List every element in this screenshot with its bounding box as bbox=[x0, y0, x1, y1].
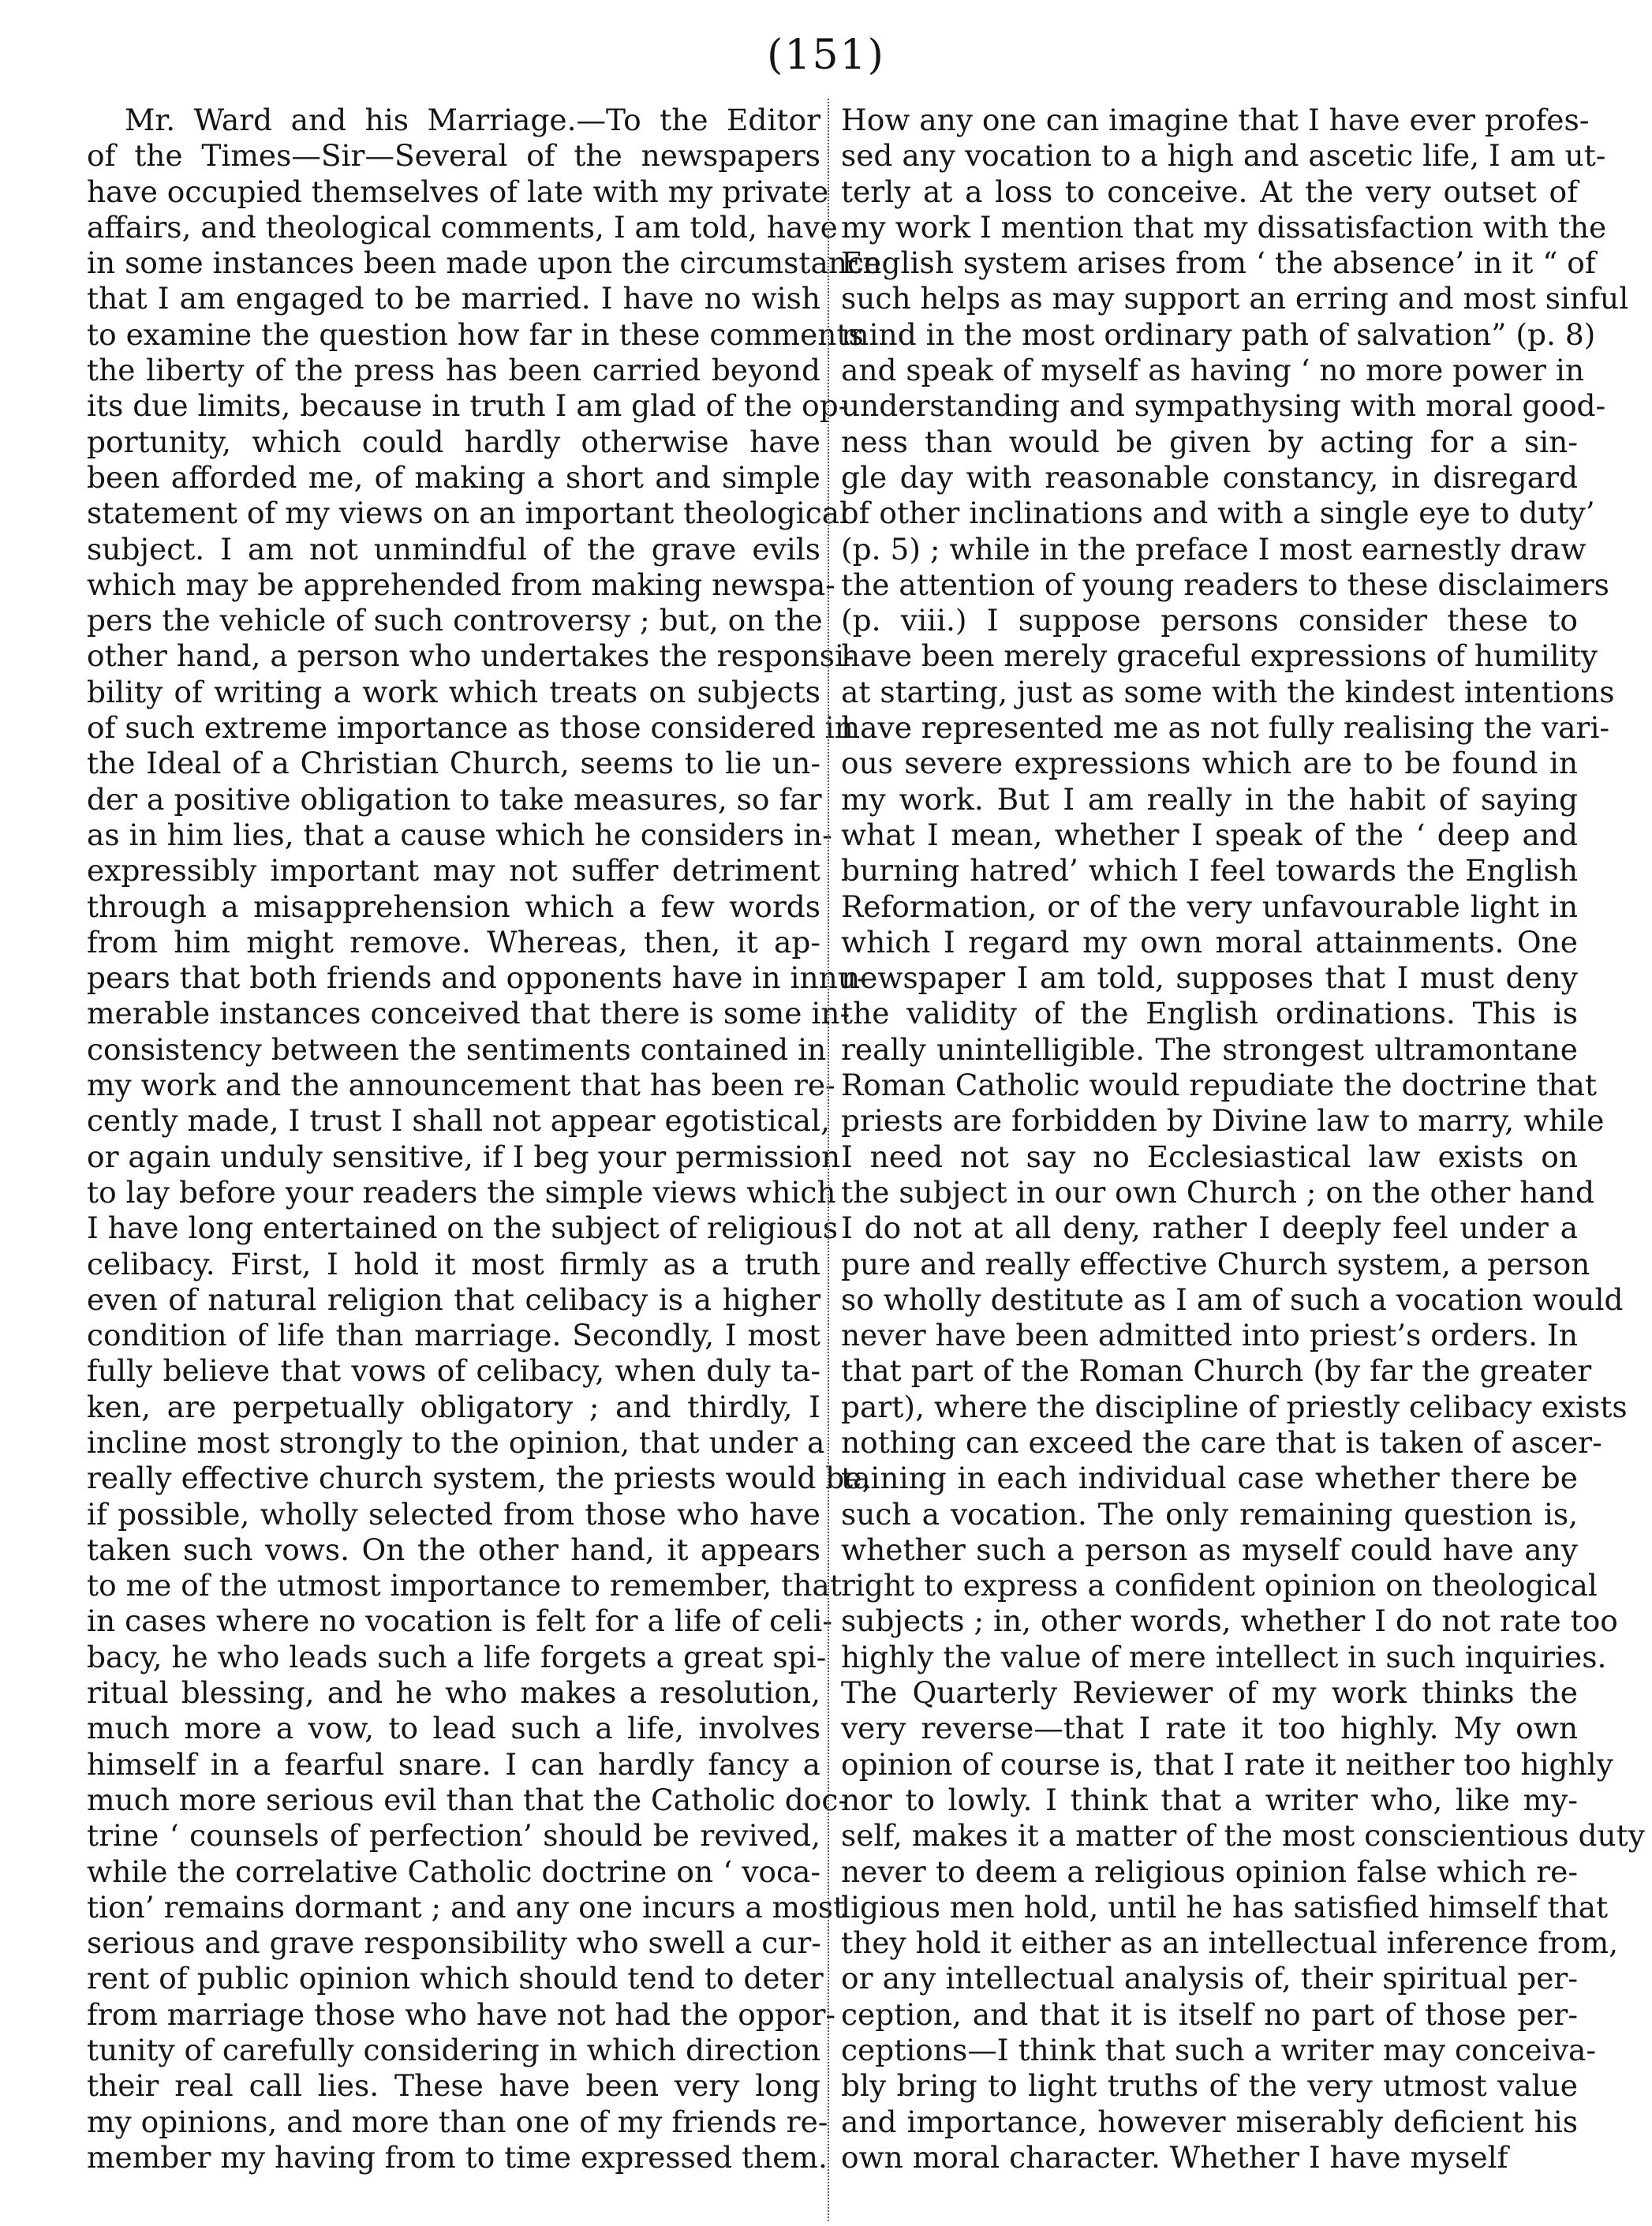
text-line: highly the value of mere intellect in such inquiries. bbox=[841, 1639, 1607, 1674]
text-line: (p. viii.) I suppose persons consider these to bbox=[841, 603, 1578, 638]
text-line: have been merely graceful expressions of humility bbox=[841, 638, 1598, 674]
text-line: How any one can imagine that I have ever profes- bbox=[841, 103, 1590, 137]
text-line: expressibly important may not suffer detriment bbox=[87, 853, 820, 889]
text-line: newspaper I am told, supposes that I must deny bbox=[841, 960, 1578, 996]
text-line: or any intellectual analysis of, their spiritual per- bbox=[841, 1961, 1578, 1996]
text-line: to examine the question how far in these comments bbox=[87, 316, 864, 352]
text-line: and importance, however miserably deficient his bbox=[841, 2104, 1578, 2139]
text-line: celibacy. First, I hold it most firmly as a truth bbox=[87, 1246, 820, 1281]
text-line: very reverse—that I rate it too highly. My own bbox=[841, 1711, 1578, 1746]
text-line: cently made, I trust I shall not appear egotistical, bbox=[87, 1103, 830, 1139]
text-line: my work and the announcement that has been re- bbox=[87, 1068, 835, 1103]
text-line: whether such a person as myself could have any bbox=[841, 1532, 1578, 1567]
text-line: the Ideal of a Christian Church, seems to lie un- bbox=[87, 746, 820, 781]
text-line: member my having from to time expressed them. bbox=[87, 2139, 828, 2175]
text-line: ception, and that it is itself no part of those per- bbox=[841, 1996, 1578, 2032]
text-line: The Quarterly Reviewer of my work thinks the bbox=[841, 1675, 1578, 1711]
text-line: much more serious evil than that the Catholic doc- bbox=[87, 1782, 849, 1817]
text-line: even of natural religion that celibacy is a higher bbox=[87, 1281, 820, 1317]
text-line: the validity of the English ordinations. This is bbox=[841, 996, 1578, 1031]
text-line: condition of life than marriage. Secondly, I most bbox=[87, 1318, 820, 1353]
text-line: my opinions, and more than one of my friends re- bbox=[87, 2104, 828, 2139]
text-line: own moral character. Whether I have myself bbox=[841, 2139, 1508, 2175]
text-line: the liberty of the press has been carried beyond bbox=[87, 353, 820, 388]
page-number: (151) bbox=[767, 32, 885, 79]
text-line: merable instances conceived that there is some in- bbox=[87, 996, 850, 1031]
text-line: tion’ remains dormant ; and any one incurs a most bbox=[87, 1889, 846, 1925]
text-line: ceptions—I think that such a writer may conceiva- bbox=[841, 2033, 1597, 2068]
text-line: part), where the discipline of priestly celibacy exists bbox=[841, 1389, 1628, 1424]
text-line: never have been admitted into priest’s orders. In bbox=[841, 1318, 1578, 1353]
text-line: have represented me as not fully realising the vari- bbox=[841, 710, 1610, 746]
text-line: rent of public opinion which should tend to deter bbox=[87, 1961, 824, 1996]
text-line: taining in each individual case whether there be bbox=[841, 1461, 1578, 1496]
text-line: other hand, a person who undertakes the responsi- bbox=[87, 638, 854, 674]
text-line: of the Times—Sir—Several of the newspapers bbox=[87, 138, 820, 174]
text-line: bly bring to light truths of the very utmost value bbox=[841, 2068, 1578, 2104]
text-line: its due limits, because in truth I am glad of the op- bbox=[87, 388, 849, 424]
text-line: affairs, and theological comments, I am told, have bbox=[87, 209, 838, 245]
text-line: pers the vehicle of such controversy ; but, on the bbox=[87, 603, 823, 638]
text-line: their real call lies. These have been very long bbox=[87, 2068, 820, 2104]
text-line: sed any vocation to a high and ascetic life, I am ut- bbox=[841, 138, 1606, 174]
text-line: while the correlative Catholic doctrine on ‘ voca- bbox=[87, 1854, 820, 1889]
text-line: nothing can exceed the care that is taken of ascer- bbox=[841, 1424, 1602, 1460]
text-line: ligious men hold, until he has satisfied himself that bbox=[841, 1889, 1609, 1925]
text-line: they hold it either as an intellectual inference from, bbox=[841, 1925, 1619, 1961]
text-line: serious and grave responsibility who swell a cur- bbox=[87, 1925, 821, 1961]
text-line: from marriage those who have not had the oppor- bbox=[87, 1996, 836, 2032]
text-line: taken such vows. On the other hand, it appears bbox=[87, 1532, 820, 1567]
text-line: consistency between the sentiments contained in bbox=[87, 1031, 827, 1067]
text-line: terly at a loss to conceive. At the very outset of bbox=[841, 174, 1578, 209]
text-line: been afforded me, of making a short and simple bbox=[87, 459, 820, 495]
text-line: never to deem a religious opinion false which re- bbox=[841, 1854, 1578, 1889]
text-line: portunity, which could hardly otherwise have bbox=[87, 424, 820, 459]
text-line: Reformation, or of the very unfavourable light in bbox=[841, 889, 1578, 924]
left-column bbox=[87, 103, 882, 2175]
text-line: from him might remove. Whereas, then, it ap- bbox=[87, 924, 820, 960]
text-line: self, makes it a matter of the most conscientious duty bbox=[841, 1818, 1645, 1854]
text-line: I need not say no Ecclesiastical law exists on bbox=[841, 1139, 1578, 1174]
text-line: priests are forbidden by Divine law to marry, while bbox=[841, 1103, 1605, 1139]
text-line: Roman Catholic would repudiate the doctrine that bbox=[841, 1068, 1597, 1103]
text-line: so wholly destitute as I am of such a vocation would bbox=[841, 1281, 1624, 1317]
text-line: ness than would be given by acting for a sin- bbox=[841, 424, 1578, 459]
text-line: subject. I am not unmindful of the grave evils bbox=[87, 531, 820, 567]
text-line: understanding and sympathysing with moral good- bbox=[841, 388, 1606, 424]
text-line: really effective church system, the priests would be, bbox=[87, 1461, 872, 1496]
text-line: right to express a confident opinion on theological bbox=[841, 1568, 1598, 1603]
text-line: in cases where no vocation is felt for a life of celi- bbox=[87, 1603, 832, 1639]
text-line: such a vocation. The only remaining question is, bbox=[841, 1496, 1578, 1532]
text-line: pure and really effective Church system, a person bbox=[841, 1246, 1590, 1281]
column-divider bbox=[828, 99, 829, 2221]
text-line: ous severe expressions which are to be found in bbox=[841, 746, 1578, 781]
text-line: really unintelligible. The strongest ultramontane bbox=[841, 1031, 1578, 1067]
text-line: the subject in our own Church ; on the other hand bbox=[841, 1174, 1594, 1210]
text-line: which may be apprehended from making newspa- bbox=[87, 567, 835, 602]
text-line: tunity of carefully considering in which direction bbox=[87, 2033, 820, 2068]
text-line: nor to lowly. I think that a writer who, like my- bbox=[841, 1782, 1578, 1817]
text-line: or again unduly sensitive, if I beg your permission bbox=[87, 1139, 841, 1174]
text-line: himself in a fearful snare. I can hardly fancy a bbox=[87, 1746, 820, 1782]
text-line: ritual blessing, and he who makes a resolution, bbox=[87, 1675, 820, 1711]
text-line: fully believe that vows of celibacy, when duly ta- bbox=[87, 1353, 820, 1389]
text-line: at starting, just as some with the kindest intentions bbox=[841, 674, 1615, 709]
text-line: which I regard my own moral attainments. One bbox=[841, 924, 1578, 960]
text-line: and speak of myself as having ‘ no more power in bbox=[841, 353, 1585, 388]
text-line: bility of writing a work which treats on subjects bbox=[87, 674, 820, 709]
text-line: of other inclinations and with a single eye to duty’ bbox=[841, 496, 1595, 531]
text-line: der a positive obligation to take measures, so far bbox=[87, 781, 822, 817]
text-line: of such extreme importance as those considered in bbox=[87, 710, 854, 746]
text-line: opinion of course is, that I rate it neither too highly bbox=[841, 1746, 1613, 1782]
text-line: pears that both friends and opponents have in innu- bbox=[87, 960, 867, 996]
text-line: to lay before your readers the simple views which bbox=[87, 1174, 836, 1210]
text-line: through a misapprehension which a few words bbox=[87, 889, 820, 924]
text-line: trine ‘ counsels of perfection’ should be revived, bbox=[87, 1818, 820, 1854]
text-line: such helps as may support an erring and most sinful bbox=[841, 281, 1629, 316]
text-line: my work. But I am really in the habit of saying bbox=[841, 781, 1578, 817]
right-column bbox=[841, 103, 1645, 2175]
text-line: what I mean, whether I speak of the ‘ deep and bbox=[841, 817, 1578, 852]
text-line: statement of my views on an important theological bbox=[87, 496, 850, 531]
text-line: to me of the utmost importance to remember, that bbox=[87, 1568, 842, 1603]
text-line: burning hatred’ which I feel towards the English bbox=[841, 853, 1578, 889]
text-line: that part of the Roman Church (by far the greater bbox=[841, 1353, 1592, 1389]
text-line: I have long entertained on the subject of religious bbox=[87, 1210, 839, 1246]
text-line: ken, are perpetually obligatory ; and thirdly, I bbox=[87, 1389, 820, 1424]
text-line: much more a vow, to lead such a life, involves bbox=[87, 1711, 820, 1746]
text-line: in some instances been made upon the circumstance bbox=[87, 245, 882, 281]
text-line: subjects ; in, other words, whether I do not rate too bbox=[841, 1603, 1618, 1639]
text-line: as in him lies, that a cause which he considers in- bbox=[87, 817, 832, 852]
text-line: the attention of young readers to these disclaimers bbox=[841, 567, 1609, 602]
text-line: I do not at all deny, rather I deeply feel under a bbox=[841, 1210, 1578, 1246]
text-line: (p. 5) ; while in the preface I most earnestly draw bbox=[841, 531, 1587, 567]
text-line: if possible, wholly selected from those who have bbox=[87, 1496, 820, 1532]
text-line: have occupied themselves of late with my private bbox=[87, 174, 829, 209]
text-line: bacy, he who leads such a life forgets a great spi- bbox=[87, 1639, 827, 1674]
text-line: my work I mention that my dissatisfaction with the bbox=[841, 209, 1607, 245]
text-line: Mr. Ward and his Marriage.—To the Editor bbox=[125, 103, 820, 137]
text-line: English system arises from ‘ the absence’ in it “ of bbox=[841, 245, 1596, 281]
text-line: that I am engaged to be married. I have no wish bbox=[87, 281, 820, 316]
text-line: incline most strongly to the opinion, that under a bbox=[87, 1424, 825, 1460]
text-line: gle day with reasonable constancy, in disregard bbox=[841, 459, 1578, 495]
text-line: mind in the most ordinary path of salvation” (p. 8) bbox=[841, 316, 1596, 352]
